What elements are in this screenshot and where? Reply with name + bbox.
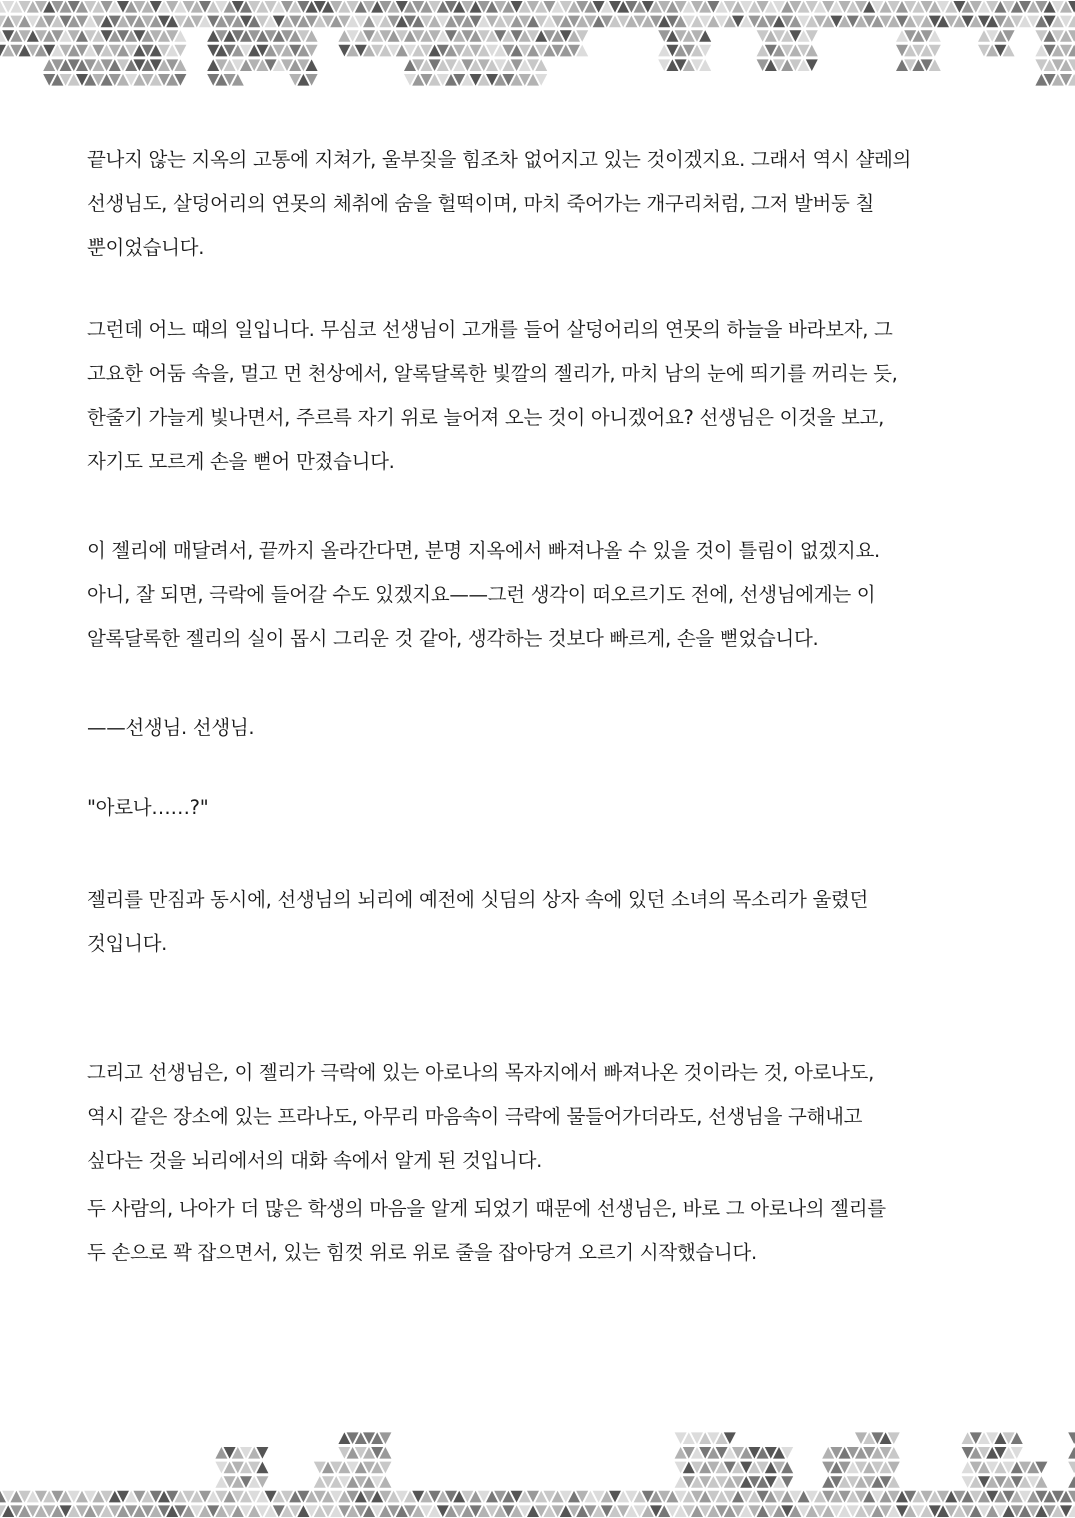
paragraph: [87, 786, 997, 830]
triangle-icon: [1068, 1432, 1075, 1444]
text-line: 두 손으로 꽉 잡으면서, 있는 힘껏 위로 위로 줄을 잡아당겨 오르기 시작했습니다.: [87, 1241, 757, 1264]
text-line: 고요한 어둠 속을, 멀고 먼 천상에서, 알록달록한 빛깔의 젤리가, 마치 남의 눈에 띄기를 꺼리는 듯,: [87, 362, 898, 385]
triangle-pattern-top: [0, 0, 1075, 90]
text-line: 그런데 어느 때의 일입니다. 무심코 선생님이 고개를 들어 살덩어리의 연못의 하늘을 바라보자, 그: [87, 318, 893, 341]
paragraph: [87, 878, 997, 966]
paragraph: [87, 308, 997, 484]
text-line: 뿐이었습니다.: [87, 236, 205, 259]
triangle-icon: [1068, 1447, 1075, 1459]
text-line: "아로나……?": [87, 796, 209, 819]
text-line: 두 사람의, 나아가 더 많은 학생의 마음을 알게 되었기 때문에 선생님은, 바로 그 아로나의 젤리를: [87, 1197, 886, 1220]
text-line: 끝나지 않는 지옥의 고통에 지쳐가, 울부짖을 힘조차 없어지고 있는 것이겠지요. 그래서 역시 샬레의: [87, 148, 912, 171]
triangle-icon: [1068, 1476, 1075, 1488]
text-line: 이 젤리에 매달려서, 끝까지 올라간다면, 분명 지옥에서 빠져나올 수 있을 것이 틀림이 없겠지요.: [87, 539, 880, 562]
text-line: 아니, 잘 되면, 극락에 들어갈 수도 있겠지요——그런 생각이 떠오르기도 전에, 선생님에게는 이: [87, 583, 876, 606]
text-line: 젤리를 만짐과 동시에, 선생님의 뇌리에 예전에 싯딤의 상자 속에 있던 소녀의 목소리가 울렸던: [87, 888, 869, 911]
text-line: 자기도 모르게 손을 뻗어 만졌습니다.: [87, 450, 395, 473]
triangle-icon: [1068, 1462, 1075, 1474]
text-line: 선생님도, 살덩어리의 연못의 체취에 숨을 헐떡이며, 마치 죽어가는 개구리처럼, 그저 발버둥 칠: [87, 192, 874, 215]
triangle-pattern-bottom: [0, 1428, 1075, 1518]
paragraph: [87, 706, 997, 750]
text-line: 알록달록한 젤리의 실이 몹시 그리운 것 같아, 생각하는 것보다 빠르게, 손을 뻗었습니다.: [87, 627, 819, 650]
text-line: 역시 같은 장소에 있는 프라나도, 아무리 마음속이 극락에 물들어가더라도, 선생님을 구해내고: [87, 1105, 863, 1128]
text-line: 싶다는 것을 뇌리에서의 대화 속에서 알게 된 것입니다.: [87, 1149, 543, 1172]
paragraph: [87, 138, 997, 270]
paragraph: [87, 1051, 997, 1183]
paragraph: [87, 1187, 997, 1275]
paragraph: [87, 529, 997, 661]
text-line: ——선생님. 선생님.: [87, 716, 255, 739]
text-line: 한줄기 가늘게 빛나면서, 주르륵 자기 위로 늘어져 오는 것이 아니겠어요? 선생님은 이것을 보고,: [87, 406, 885, 429]
text-line: 것입니다.: [87, 932, 168, 955]
text-line: 그리고 선생님은, 이 젤리가 극락에 있는 아로나의 목자지에서 빠져나온 것이라는 것, 아로나도,: [87, 1061, 874, 1084]
